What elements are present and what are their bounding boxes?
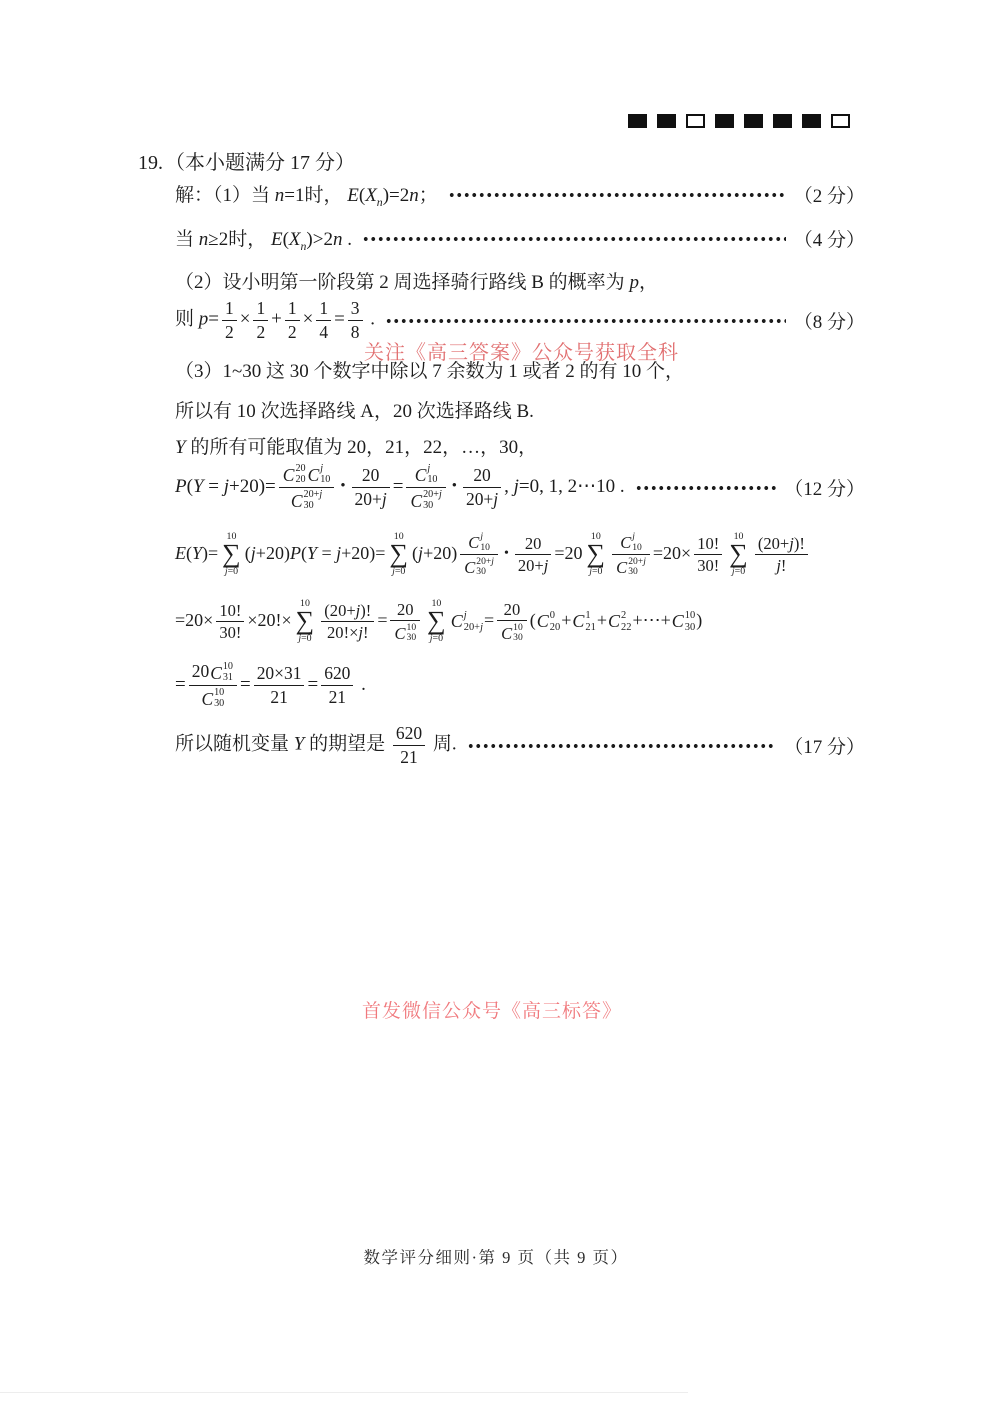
fraction-denominator (222, 321, 237, 343)
text-run: （3）1~30 这 30 个数字中除以 7 余数为 1 或者 2 的有 10 个， (175, 361, 685, 383)
math-run: 2 (256, 322, 266, 343)
score-label: （2 分） (793, 186, 865, 208)
math-run: ) (696, 609, 703, 630)
fraction-denominator (515, 555, 552, 576)
math-run: + (271, 308, 282, 330)
math-run: = (483, 609, 495, 630)
math-run: = (392, 475, 404, 497)
math-run: p= (198, 308, 219, 330)
dotted-leader (448, 192, 786, 198)
math-run: 10! (697, 533, 720, 553)
fraction-denominator (352, 488, 390, 510)
text-run: ， (638, 272, 658, 294)
binomial-coefficient: C 1 21 (572, 610, 596, 633)
fraction (463, 465, 501, 509)
math-run: ( (529, 609, 536, 630)
registration-square-filled (802, 114, 821, 128)
math-run: E(X (270, 228, 301, 250)
line-content (175, 463, 625, 512)
summation: 10 ∑ j=0 (427, 597, 446, 644)
line-content (175, 267, 658, 294)
fraction-numerator (497, 600, 527, 622)
summation: 10 ∑ j=0 (389, 530, 409, 577)
fraction-denominator (612, 555, 650, 578)
multiplication-dot: • (503, 545, 509, 562)
math-run: = (307, 673, 319, 695)
line-content (175, 396, 534, 423)
math-run: = (175, 673, 186, 695)
score-label: （4 分） (793, 230, 865, 252)
binomial-coefficient: C 20+j 30 (464, 555, 494, 578)
fraction (497, 600, 527, 644)
watermark-inline-text: 关注《高三答案》公众号获取全科 (364, 342, 679, 364)
math-run: 21 (270, 687, 288, 708)
binomial-coefficient: C 20+j 30 (410, 489, 442, 512)
math-run: 20 (191, 661, 210, 682)
binomial-coefficient: C 0 20 (536, 610, 561, 633)
math-run: , j=0, 1, 2⋯10 . (504, 475, 625, 497)
fraction-denominator (253, 321, 268, 343)
math-run: n=1 (274, 185, 305, 206)
math-run: )>2n . (306, 228, 352, 250)
fraction-denominator (348, 321, 363, 343)
fraction-numerator (460, 532, 498, 556)
fraction-denominator (463, 488, 501, 510)
math-run: (j+20)P(Y = j+20)= (244, 542, 386, 563)
solution-line-9 (175, 527, 865, 583)
fraction-numerator (352, 465, 390, 488)
fraction-numerator (348, 298, 363, 321)
math-run: 620 (395, 723, 423, 744)
fraction-numerator (612, 532, 650, 556)
fraction (406, 463, 445, 512)
math-run: (j+20) (412, 542, 458, 563)
line-content (175, 180, 438, 210)
solution-line-12 (175, 722, 865, 770)
registration-square-empty (686, 114, 705, 128)
fraction (393, 723, 425, 767)
fraction-numerator (279, 463, 335, 488)
fraction (321, 601, 374, 643)
math-run: 2 (224, 322, 234, 343)
registration-marks (628, 114, 850, 128)
math-run: E(Y)= (175, 542, 219, 563)
scan-artifact-line (0, 1392, 688, 1393)
fraction-denominator (497, 621, 527, 644)
binomial-coefficient: C 10 30 (501, 621, 523, 644)
binomial-coefficient: C 10 30 (671, 610, 696, 633)
subscript: n (376, 195, 383, 209)
watermark-center-text: 首发微信公众号《高三标答》 (362, 1001, 623, 1022)
math-run: 620 (324, 663, 351, 684)
math-run: Y (293, 733, 305, 755)
math-run: 10! (219, 600, 242, 620)
solution-line-11 (175, 660, 865, 712)
math-run: p (629, 272, 639, 294)
question-header (138, 146, 355, 175)
math-run: E(X (347, 185, 377, 206)
fraction (321, 663, 353, 707)
math-run: (20+j)! (324, 600, 372, 620)
math-run: 20×31 (256, 663, 302, 684)
fraction-denominator (393, 746, 425, 768)
math-run: 20+j (465, 489, 499, 510)
fraction-numerator (253, 298, 268, 321)
math-run: 20 (397, 599, 414, 619)
fraction-numerator (189, 661, 237, 686)
math-run: =20 (554, 542, 583, 563)
fraction-numerator (390, 600, 420, 622)
registration-square-filled (715, 114, 734, 128)
math-run: 20!×j! (327, 623, 369, 643)
math-run: 20 (503, 599, 521, 619)
fraction-numerator (316, 298, 331, 321)
fraction-numerator (285, 298, 300, 321)
math-run: 1 (224, 298, 234, 319)
text-run: 所以随机变量 (175, 733, 294, 755)
fraction-numerator (463, 465, 501, 488)
math-run: 1 (256, 298, 266, 319)
math-run: × (239, 308, 251, 330)
registration-square-empty (831, 114, 850, 128)
fraction (253, 298, 268, 342)
math-run: 20+j (354, 489, 387, 510)
math-run: 20 (524, 533, 542, 553)
binomial-coefficient: C j 10 (307, 463, 331, 486)
fraction-denominator (279, 488, 335, 512)
text-run: 时， (304, 185, 348, 206)
solution-line-8 (175, 460, 865, 516)
dotted-leader (385, 318, 786, 324)
math-run: 20+j (517, 556, 549, 576)
fraction-numerator (694, 534, 722, 556)
solution-line-7 (175, 432, 865, 460)
page-footer: 数学评分细则·第 9 页（共 9 页） (363, 1248, 629, 1267)
binomial-coefficient: C 10 30 (201, 687, 225, 710)
score-label: （12 分） (784, 479, 865, 501)
fraction (390, 600, 420, 644)
fraction (316, 298, 331, 342)
binomial-coefficient: C 10 31 (210, 661, 233, 684)
summation: 10 ∑ j=0 (729, 530, 748, 577)
line-content (175, 661, 366, 710)
question-title: （本小题满分 17 分） (165, 152, 355, 174)
math-run: (20+j)! (757, 533, 805, 553)
dotted-leader (362, 236, 786, 242)
line-content (175, 298, 375, 342)
math-run: n≥2 (198, 228, 229, 250)
solution-line-10 (175, 594, 865, 650)
text-run: （2）设小明第一阶段第 2 周选择骑行路线 B 的概率为 (175, 272, 630, 294)
solution-line-3 (175, 267, 865, 295)
math-run: . (356, 673, 366, 695)
text-run: 的期望是 (309, 733, 390, 755)
math-run: = (239, 673, 251, 695)
fraction-denominator (216, 622, 244, 643)
fraction (222, 298, 237, 342)
binomial-coefficient: C j 10 (620, 531, 642, 553)
fraction-numerator (406, 463, 445, 488)
registration-square-filled (744, 114, 763, 128)
math-run: 2 (287, 322, 297, 343)
math-run: 21 (328, 687, 347, 708)
math-run: =20× (652, 542, 692, 563)
summation: 10 ∑ j=0 (295, 597, 315, 644)
text-run: 则 (175, 308, 199, 330)
math-run: +⋯+ (632, 609, 671, 630)
fraction-denominator (285, 321, 300, 343)
fraction (189, 661, 237, 710)
subscript: n (300, 239, 307, 253)
math-run: 4 (319, 322, 329, 343)
summation: 10 ∑ j=0 (586, 530, 606, 577)
binomial-coefficient: C 20+j 30 (616, 555, 646, 578)
math-run: 3 (350, 298, 360, 319)
math-run: . (365, 308, 376, 330)
multiplication-dot: • (451, 478, 457, 495)
fraction-numerator (222, 298, 237, 321)
math-run: 21 (400, 747, 418, 768)
solution-line-1 (175, 180, 865, 210)
math-run: P(Y = j+20)= (175, 475, 276, 497)
registration-square-filled (657, 114, 676, 128)
registration-square-filled (628, 114, 647, 128)
binomial-coefficient: C j 10 (414, 463, 438, 486)
binomial-coefficient: C 10 30 (394, 621, 417, 644)
fraction-denominator (406, 488, 445, 512)
fraction-denominator (321, 686, 353, 708)
math-run: 8 (350, 322, 360, 343)
math-run: + (596, 609, 607, 630)
dotted-leader (635, 485, 777, 491)
fraction (460, 532, 498, 578)
fraction (352, 465, 390, 509)
fraction-denominator (189, 686, 237, 710)
binomial-coefficient: C 20+j 30 (290, 489, 323, 512)
dotted-leader (467, 743, 777, 749)
fraction-numerator (515, 534, 552, 556)
fraction (515, 534, 552, 576)
line-content (175, 599, 702, 645)
fraction-denominator (254, 686, 305, 708)
score-label: （8 分） (793, 312, 865, 334)
math-run: + (561, 609, 572, 630)
question-number: 19. (138, 152, 163, 174)
math-run: = (377, 609, 388, 630)
math-run: )=2n (382, 185, 419, 206)
line-content (175, 723, 457, 767)
fraction-denominator (694, 555, 722, 576)
line-content (175, 224, 352, 254)
math-run: 1 (287, 298, 297, 319)
text-run: 所以有 10 次选择路线 A，20 次选择路线 B. (175, 401, 534, 423)
text-run: 时， (228, 228, 271, 250)
text-run: 当 (175, 228, 199, 250)
score-label: （17 分） (784, 737, 865, 759)
fraction-denominator (321, 622, 374, 643)
line-content (175, 532, 811, 578)
fraction-denominator (316, 321, 331, 343)
math-run: 1 (319, 298, 329, 319)
math-run: 30! (697, 556, 720, 576)
solution-line-6 (175, 396, 865, 424)
fraction (755, 534, 808, 576)
fraction (285, 298, 300, 342)
fraction-numerator (755, 534, 808, 556)
fraction-numerator (321, 663, 353, 686)
solution-block (175, 180, 865, 770)
math-run: Y (175, 437, 186, 459)
multiplication-dot: • (340, 478, 346, 495)
line-content (175, 432, 537, 459)
fraction (348, 298, 363, 342)
math-run: =20× (175, 609, 214, 630)
math-run: × (302, 308, 314, 330)
fraction-denominator (460, 555, 498, 578)
text-run: 解：（1）当 (175, 185, 275, 206)
math-run: = (334, 308, 345, 330)
math-run: j! (776, 556, 787, 576)
fraction-numerator (216, 601, 244, 623)
math-run: ×20!× (247, 609, 292, 630)
text-run: 周. (428, 733, 457, 755)
fraction-numerator (393, 723, 425, 746)
registration-square-filled (773, 114, 792, 128)
text-run: 的所有可能取值为 20，21，22，…，30， (190, 437, 538, 459)
math-run: 20 (361, 465, 380, 486)
fraction (694, 534, 722, 576)
binomial-coefficient: C j 10 (468, 531, 490, 553)
fraction (279, 463, 335, 512)
text-run: ； (418, 185, 438, 206)
fraction-numerator (321, 601, 374, 623)
math-run: 30! (219, 623, 242, 643)
fraction-denominator (755, 555, 808, 576)
binomial-coefficient: C j 20+j (450, 610, 483, 633)
binomial-coefficient: C 20 20 (282, 463, 306, 486)
fraction (612, 532, 650, 578)
summation: 10 ∑ j=0 (222, 530, 241, 577)
fraction-numerator (254, 663, 305, 686)
fraction (254, 663, 305, 707)
fraction-denominator (390, 621, 420, 644)
fraction (216, 601, 244, 643)
binomial-coefficient: C 2 22 (607, 610, 632, 633)
solution-line-2 (175, 224, 865, 254)
math-run: 20 (473, 465, 491, 486)
